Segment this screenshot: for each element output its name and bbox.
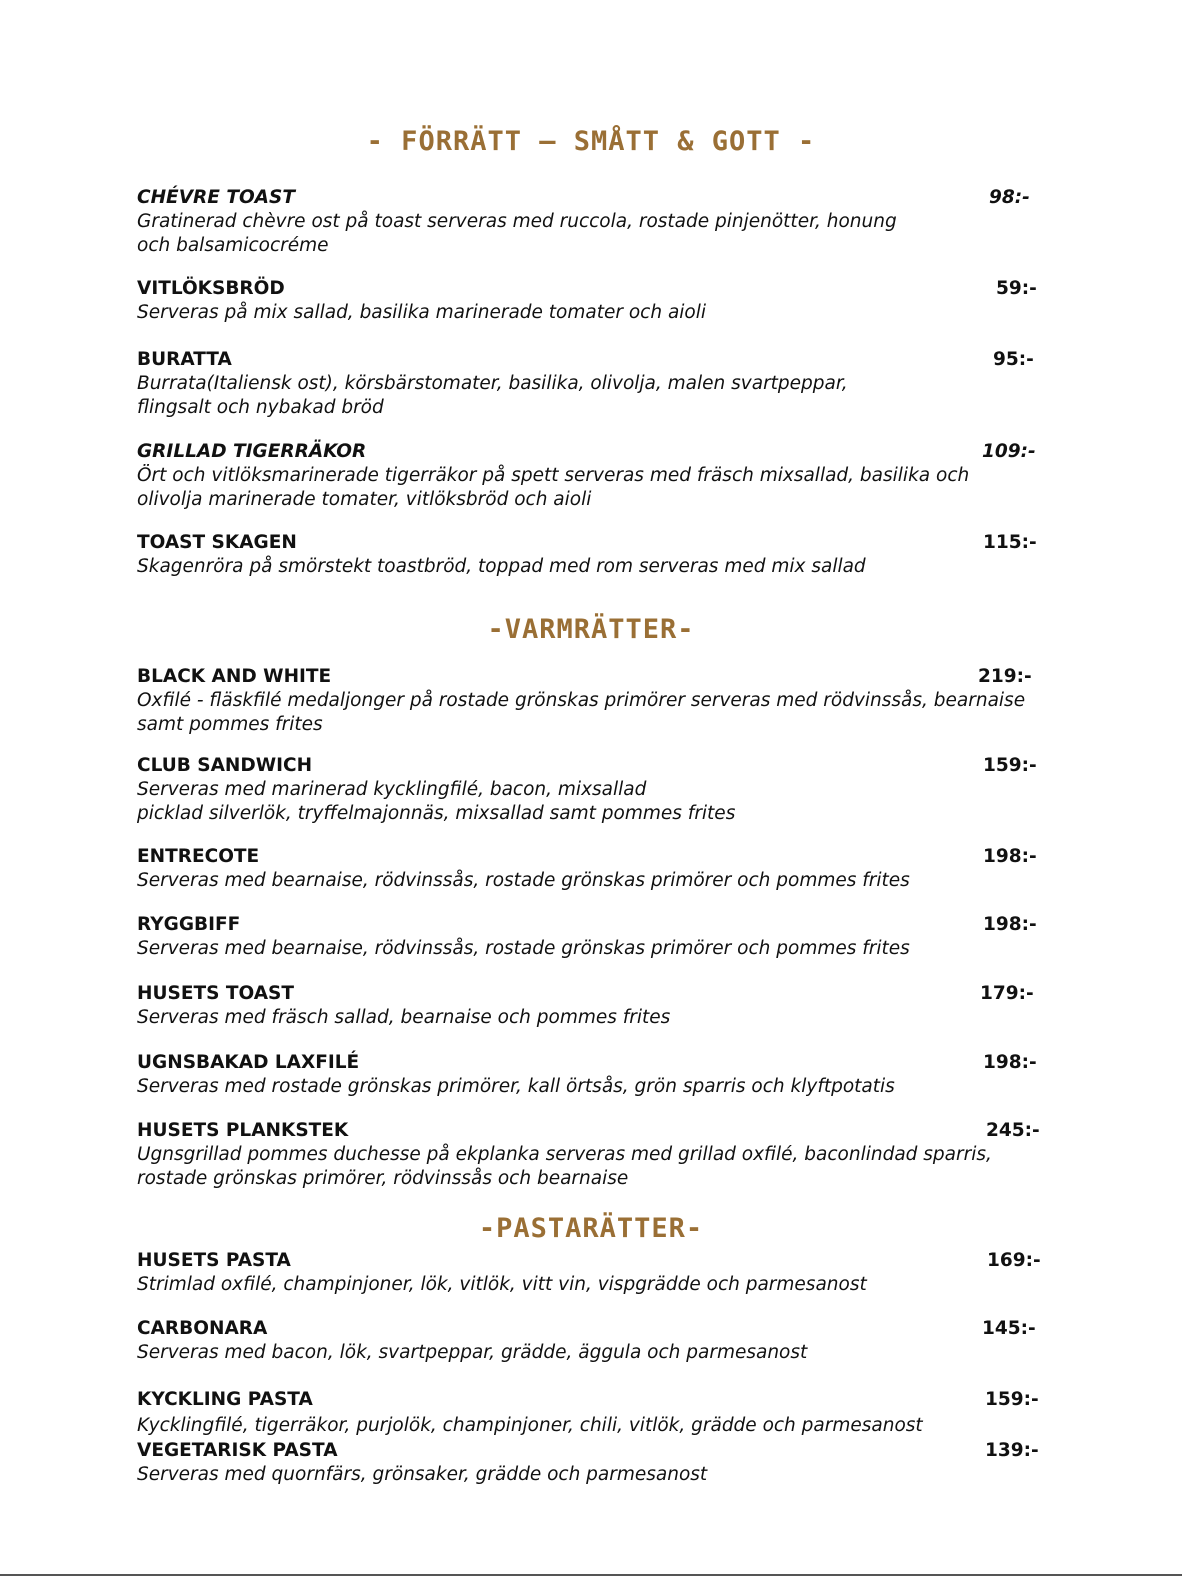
item-description: Serveras med marinerad kycklingfilé, bacon, mixsallad picklad silverlök, tryffelmajonnäs, mixsallad samt pommes frites — [137, 779, 736, 824]
item-name: BURATTA — [137, 349, 232, 370]
item-description: Oxfilé - fläskfilé medaljonger på rostade grönskas primörer serveras med rödvinssås, bearnaise samt pommes frites — [137, 690, 1026, 735]
item-price: 145:- — [982, 1318, 1036, 1339]
item-description: Kycklingfilé, tigerräkor, purjolök, champinjoner, chili, vitlök, grädde och parmesanost — [137, 1415, 923, 1436]
menu-item-husets-pasta — [137, 1249, 1042, 1297]
item-name: BLACK AND WHITE — [137, 666, 332, 687]
menu-item-carbonara — [137, 1317, 1042, 1365]
item-name: HUSETS PASTA — [137, 1250, 291, 1271]
menu-item-kyckling-pasta — [137, 1388, 1042, 1438]
menu-item-chevre-toast — [137, 186, 1042, 258]
menu-item-ugnsbakad-laxfile — [137, 1051, 1042, 1099]
item-name: VITLÖKSBRÖD — [137, 278, 285, 299]
item-name: KYCKLING PASTA — [137, 1389, 313, 1410]
menu-item-husets-toast — [137, 982, 1042, 1030]
item-price: 219:- — [978, 666, 1032, 687]
menu-item-black-and-white — [137, 665, 1042, 737]
item-name: HUSETS TOAST — [137, 983, 294, 1004]
menu-item-ryggbiff — [137, 913, 1042, 961]
item-description: Burrata(Italiensk ost), körsbärstomater, basilika, olivolja, malen svartpeppar, flingsalt och nybakad bröd — [137, 373, 848, 418]
item-price: 109:- — [982, 441, 1036, 462]
item-name: RYGGBIFF — [137, 914, 241, 935]
section-title-pastaratter: -PASTARÄTTER- — [478, 1213, 704, 1244]
item-price: 198:- — [983, 914, 1037, 935]
menu-item-vitloksbrod — [137, 277, 1042, 325]
item-price: 115:- — [983, 532, 1037, 553]
item-name: CLUB SANDWICH — [137, 755, 313, 776]
item-description: Serveras med bacon, lök, svartpeppar, grädde, äggula och parmesanost — [137, 1342, 808, 1363]
menu-item-vegetarisk-pasta — [137, 1439, 1042, 1487]
item-description: Strimlad oxfilé, champinjoner, lök, vitlök, vitt vin, vispgrädde och parmesanost — [137, 1274, 867, 1295]
menu-item-grillad-tigerrakor — [137, 440, 1042, 512]
item-price: 198:- — [983, 1052, 1037, 1073]
item-name: HUSETS PLANKSTEK — [137, 1120, 349, 1141]
item-name: CHÉVRE TOAST — [137, 187, 295, 208]
item-name: GRILLAD TIGERRÄKOR — [137, 441, 367, 462]
item-name: ENTRECOTE — [137, 846, 260, 867]
item-description: Serveras med rostade grönskas primörer, kall örtsås, grön sparris och klyftpotatis — [137, 1076, 895, 1097]
item-price: 169:- — [987, 1250, 1041, 1271]
item-price: 159:- — [985, 1389, 1039, 1410]
item-description: Ört och vitlöksmarinerade tigerräkor på spett serveras med fräsch mixsallad, basilika och olivolja marinerade tomater, vitlöksbröd och aioli — [137, 465, 970, 510]
item-price: 198:- — [983, 846, 1037, 867]
item-price: 245:- — [986, 1120, 1040, 1141]
item-name: VEGETARISK PASTA — [137, 1440, 338, 1461]
item-price: 179:- — [980, 983, 1034, 1004]
section-title-varmratter: -VARMRÄTTER- — [487, 614, 695, 645]
item-name: CARBONARA — [137, 1318, 268, 1339]
item-description: Serveras med bearnaise, rödvinssås, rostade grönskas primörer och pommes frites — [137, 870, 910, 891]
menu-item-toast-skagen — [137, 531, 1042, 579]
item-description: Serveras med bearnaise, rödvinssås, rostade grönskas primörer och pommes frites — [137, 938, 910, 959]
menu-item-husets-plankstek — [137, 1119, 1042, 1191]
item-description: Serveras med quornfärs, grönsaker, grädde och parmesanost — [137, 1464, 708, 1485]
menu-item-club-sandwich — [137, 754, 1042, 826]
item-description: Ugnsgrillad pommes duchesse på ekplanka serveras med grillad oxfilé, baconlindad sparris, rostade grönskas primörer, rödvinssås och bearnaise — [137, 1144, 992, 1189]
section-title-forratt: - FÖRRÄTT – SMÅTT & GOTT - — [366, 126, 816, 157]
item-price: 139:- — [985, 1440, 1039, 1461]
item-description: Gratinerad chèvre ost på toast serveras med ruccola, rostade pinjenötter, honung och balsamicocréme — [137, 211, 897, 256]
item-price: 98:- — [989, 187, 1030, 208]
item-description: Skagenröra på smörstekt toastbröd, toppad med rom serveras med mix sallad — [137, 556, 866, 577]
item-name: UGNSBAKAD LAXFILÉ — [137, 1052, 360, 1073]
menu-item-entrecote — [137, 845, 1042, 893]
item-price: 159:- — [983, 755, 1037, 776]
item-name: TOAST SKAGEN — [137, 532, 297, 553]
item-price: 95:- — [993, 349, 1034, 370]
item-price: 59:- — [996, 278, 1037, 299]
item-description: Serveras på mix sallad, basilika marinerade tomater och aioli — [137, 302, 707, 323]
menu-item-buratta — [137, 348, 1042, 420]
item-description: Serveras med fräsch sallad, bearnaise och pommes frites — [137, 1007, 671, 1028]
